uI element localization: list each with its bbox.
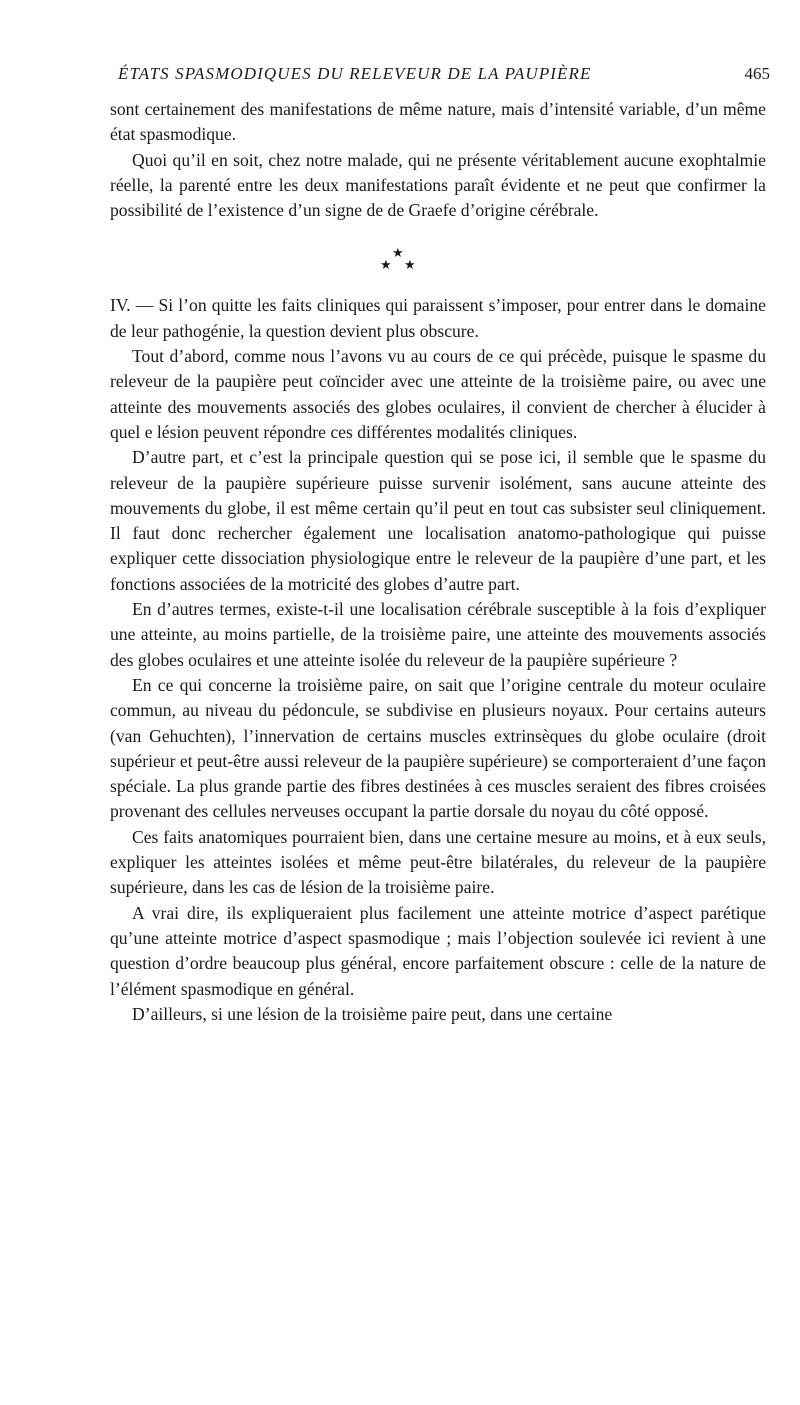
paragraph: Tout d’abord, comme nous l’avons vu au cours de ce qui précède, puisque le spasme du releveur de la paupière peut coïncider avec une atteinte de la troisième paire, ou avec une atteinte des mouvements associés des globes oculaires, il convient de chercher à élucider à quel e lésion peuvent répondre ces différentes modalités cliniques. bbox=[110, 346, 766, 442]
paragraph: Ces faits anatomiques pourraient bien, dans une certaine mesure au moins, et à eux seuls, expliquer les atteintes isolées et même peut-être bilatérales, du releveur de la paupière supérieure, dans les cas de lésion de la troisième paire. bbox=[110, 826, 766, 898]
paragraph: A vrai dire, ils expliqueraient plus facilement une atteinte motrice d’aspect parétique qu’une atteinte motrice d’aspect spasmodique ; mais l’objection soulevée ici revient à une question d’ordre beaucoup plus général, encore parfaitement obscure : celle de la nature de l’élément spasmodique en général. bbox=[110, 902, 766, 999]
asterism-star-icon: ★ bbox=[404, 257, 416, 273]
paragraph: D’ailleurs, si une lésion de la troisième paire peut, dans une certaine bbox=[132, 1003, 613, 1024]
running-header bbox=[110, 64, 770, 88]
page-number: 465 bbox=[744, 64, 770, 83]
paragraph: D’autre part, et c’est la principale question qui se pose ici, il semble que le spasme du releveur de la paupière supérieure puisse survenir isolément, sans aucune atteinte des mouvements du globe, il est même certain qu’il peut en tout cas subsister seul cliniquement. Il faut donc rechercher également une localisation anatomo-pathologique qui puisse expliquer cette dissociation physiologique entre le releveur de la paupière d’une part, et les fonctions associées de la motricité des globes d’autre part. bbox=[110, 447, 766, 594]
paragraph: En d’autres termes, existe-t-il une localisation cérébrale susceptible à la fois d’expliquer une atteinte, au moins partielle, de la troisième paire, une atteinte des mouvements associés des globes oculaires et une atteinte isolée du releveur de la paupière supérieure ? bbox=[110, 599, 766, 670]
asterism-section-break bbox=[110, 223, 766, 293]
paragraph: Quoi qu’il en soit, chez notre malade, qui ne présente véritablement aucune exophtalmie réelle, la parenté entre les deux manifestations paraît évidente et ne peut que confirmer la possibilité de l’existence d’un signe de de Graefe d’origine cérébrale. bbox=[110, 149, 766, 221]
asterism-star-icon: ★ bbox=[380, 257, 392, 273]
running-title: ÉTATS SPASMODIQUES DU RELEVEUR DE LA PAUPIÈRE bbox=[118, 64, 592, 83]
asterism-star-icon: ★ bbox=[392, 245, 404, 261]
paragraph: sont certainement des manifestations de même nature, mais d’intensité variable, d’un même état spasmodique. bbox=[110, 99, 766, 145]
body-text bbox=[110, 97, 766, 1027]
paragraph: En ce qui concerne la troisième paire, on sait que l’origine centrale du moteur oculaire commun, au niveau du pédoncule, se subdivise en plusieurs noyaux. Pour certains auteurs (van Gehuchten), l’innervation de certains muscles extrinsèques du globe oculaire (droit supérieur et peut-être aussi releveur de la paupière supérieure) se comporteraient d’une façon spéciale. La plus grande partie des fibres destinées à ces muscles seraient des fibres croisées provenant des cellules nerveuses occupant la partie dorsale du noyau du côté opposé. bbox=[110, 674, 766, 822]
paragraph: IV. — Si l’on quitte les faits cliniques qui paraissent s’imposer, pour entrer dans le domaine de leur pathogénie, la question devient plus obscure. bbox=[110, 295, 766, 341]
